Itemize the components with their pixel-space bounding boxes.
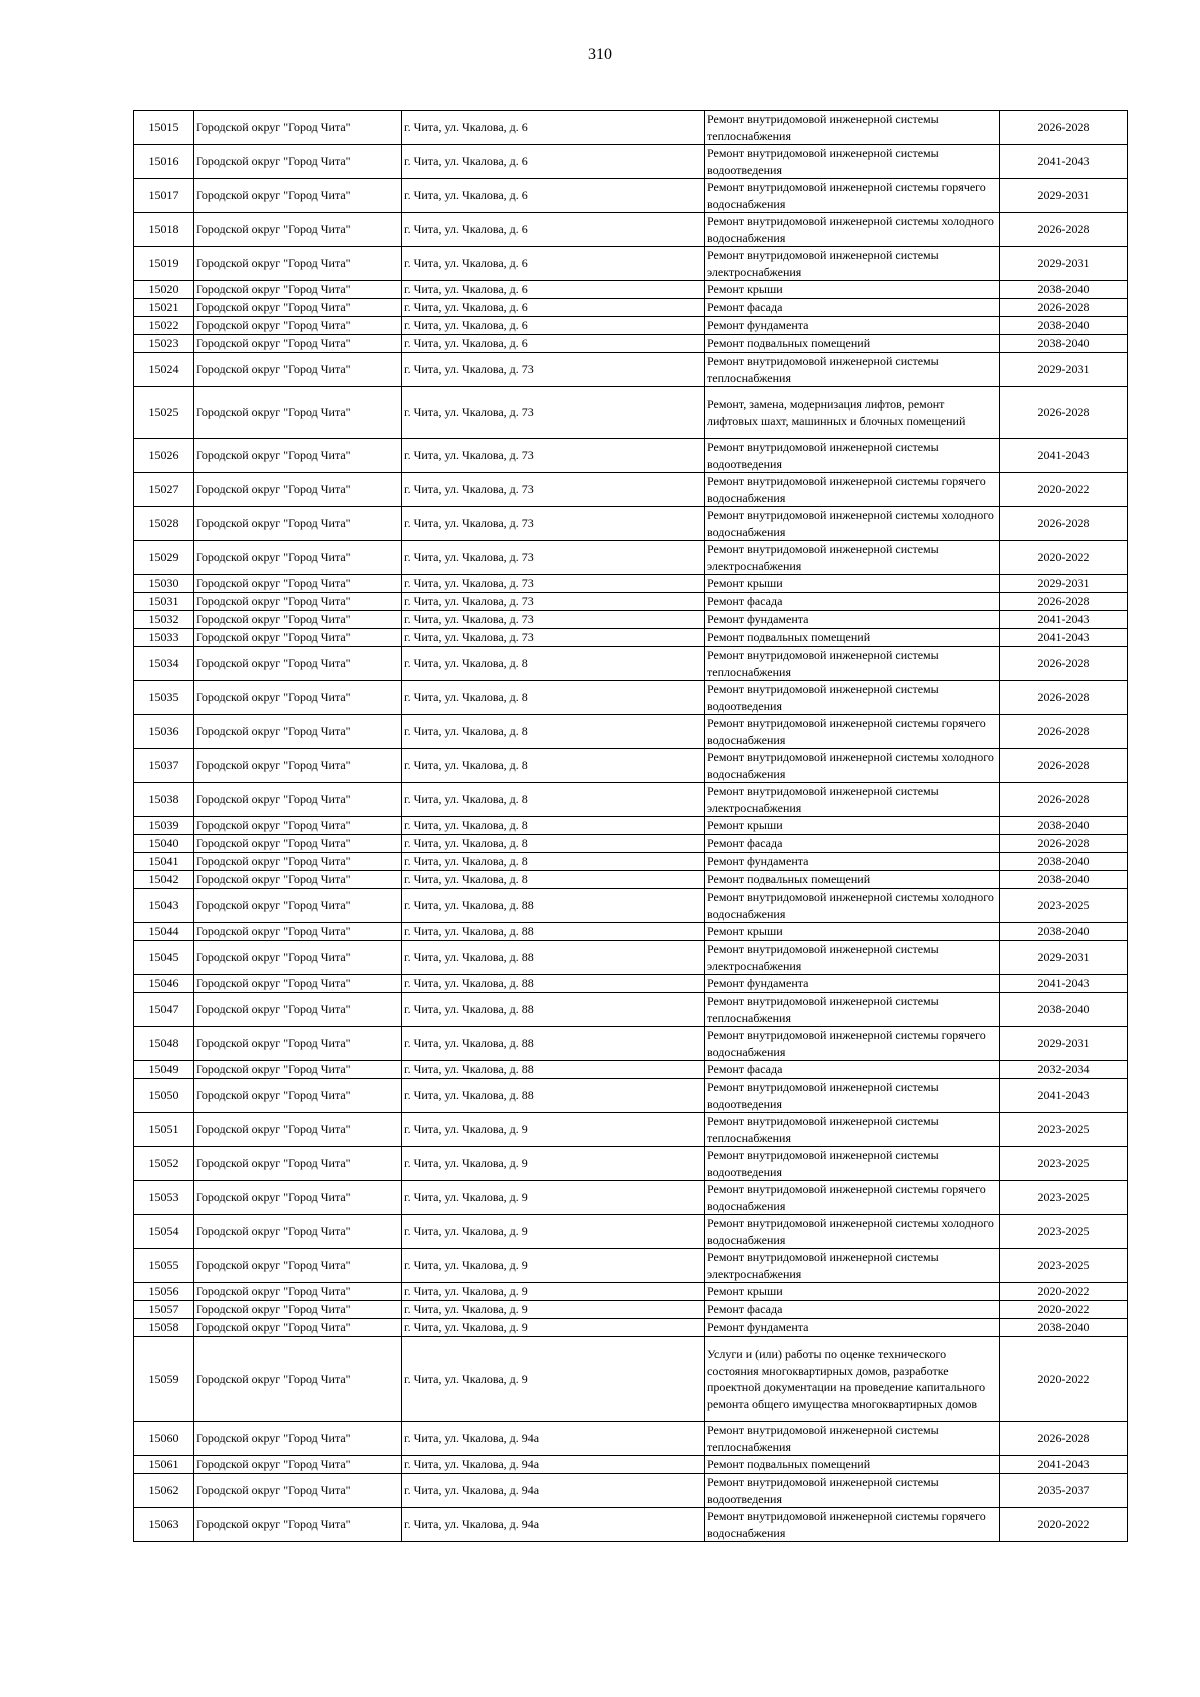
period-cell: 2029-2031 — [1000, 247, 1128, 281]
table-row — [134, 1319, 1128, 1337]
work-type-cell: Ремонт внутридомовой инженерной системы горячего водоснабжения — [705, 1027, 1000, 1061]
address-cell: г. Чита, ул. Чкалова, д. 9 — [402, 1249, 705, 1283]
table-row — [134, 923, 1128, 941]
table-row — [134, 749, 1128, 783]
address-cell: г. Чита, ул. Чкалова, д. 6 — [402, 317, 705, 335]
row-number-cell: 15028 — [134, 507, 194, 541]
table-row — [134, 353, 1128, 387]
work-type-cell: Ремонт внутридомовой инженерной системы водоотведения — [705, 1474, 1000, 1508]
work-type-cell: Ремонт внутридомовой инженерной системы холодного водоснабжения — [705, 507, 1000, 541]
municipality-cell: Городской округ "Город Чита" — [194, 541, 402, 575]
work-type-cell: Ремонт крыши — [705, 281, 1000, 299]
period-cell: 2041-2043 — [1000, 145, 1128, 179]
table-row — [134, 213, 1128, 247]
work-type-cell: Ремонт фасада — [705, 835, 1000, 853]
period-cell: 2026-2028 — [1000, 835, 1128, 853]
period-cell: 2038-2040 — [1000, 1319, 1128, 1337]
address-cell: г. Чита, ул. Чкалова, д. 6 — [402, 299, 705, 317]
row-number-cell: 15059 — [134, 1337, 194, 1422]
municipality-cell: Городской округ "Город Чита" — [194, 1113, 402, 1147]
period-cell: 2026-2028 — [1000, 213, 1128, 247]
work-type-cell: Ремонт подвальных помещений — [705, 871, 1000, 889]
work-type-cell: Ремонт фундамента — [705, 853, 1000, 871]
address-cell: г. Чита, ул. Чкалова, д. 8 — [402, 647, 705, 681]
work-type-cell: Ремонт внутридомовой инженерной системы холодного водоснабжения — [705, 889, 1000, 923]
period-cell: 2020-2022 — [1000, 1301, 1128, 1319]
period-cell: 2026-2028 — [1000, 715, 1128, 749]
row-number-cell: 15034 — [134, 647, 194, 681]
table-row — [134, 715, 1128, 749]
municipality-cell: Городской округ "Город Чита" — [194, 1422, 402, 1456]
work-type-cell: Ремонт внутридомовой инженерной системы горячего водоснабжения — [705, 1508, 1000, 1542]
row-number-cell: 15035 — [134, 681, 194, 715]
address-cell: г. Чита, ул. Чкалова, д. 88 — [402, 1061, 705, 1079]
work-type-cell: Ремонт внутридомовой инженерной системы электроснабжения — [705, 1249, 1000, 1283]
row-number-cell: 15017 — [134, 179, 194, 213]
municipality-cell: Городской округ "Город Чита" — [194, 1249, 402, 1283]
address-cell: г. Чита, ул. Чкалова, д. 73 — [402, 439, 705, 473]
municipality-cell: Городской округ "Город Чита" — [194, 1215, 402, 1249]
address-cell: г. Чита, ул. Чкалова, д. 9 — [402, 1181, 705, 1215]
table-row — [134, 1215, 1128, 1249]
table-row — [134, 681, 1128, 715]
address-cell: г. Чита, ул. Чкалова, д. 8 — [402, 871, 705, 889]
period-cell: 2035-2037 — [1000, 1474, 1128, 1508]
period-cell: 2029-2031 — [1000, 353, 1128, 387]
address-cell: г. Чита, ул. Чкалова, д. 73 — [402, 541, 705, 575]
row-number-cell: 15023 — [134, 335, 194, 353]
municipality-cell: Городской округ "Город Чита" — [194, 1456, 402, 1474]
municipality-cell: Городской округ "Город Чита" — [194, 749, 402, 783]
address-cell: г. Чита, ул. Чкалова, д. 73 — [402, 473, 705, 507]
address-cell: г. Чита, ул. Чкалова, д. 6 — [402, 335, 705, 353]
row-number-cell: 15061 — [134, 1456, 194, 1474]
table-row — [134, 541, 1128, 575]
work-type-cell: Ремонт внутридомовой инженерной системы горячего водоснабжения — [705, 1181, 1000, 1215]
work-type-cell: Ремонт внутридомовой инженерной системы теплоснабжения — [705, 647, 1000, 681]
municipality-cell: Городской округ "Город Чита" — [194, 1319, 402, 1337]
table-row — [134, 1027, 1128, 1061]
work-type-cell: Ремонт внутридомовой инженерной системы холодного водоснабжения — [705, 1215, 1000, 1249]
row-number-cell: 15057 — [134, 1301, 194, 1319]
row-number-cell: 15045 — [134, 941, 194, 975]
period-cell: 2032-2034 — [1000, 1061, 1128, 1079]
row-number-cell: 15048 — [134, 1027, 194, 1061]
table-row — [134, 145, 1128, 179]
table-row — [134, 853, 1128, 871]
table-row — [134, 179, 1128, 213]
address-cell: г. Чита, ул. Чкалова, д. 88 — [402, 1027, 705, 1061]
municipality-cell: Городской округ "Город Чита" — [194, 629, 402, 647]
municipality-cell: Городской округ "Город Чита" — [194, 1301, 402, 1319]
table-row — [134, 1508, 1128, 1542]
municipality-cell: Городской округ "Город Чита" — [194, 335, 402, 353]
municipality-cell: Городской округ "Город Чита" — [194, 111, 402, 145]
address-cell: г. Чита, ул. Чкалова, д. 6 — [402, 213, 705, 247]
table-row — [134, 439, 1128, 473]
address-cell: г. Чита, ул. Чкалова, д. 73 — [402, 507, 705, 541]
table-row — [134, 1061, 1128, 1079]
row-number-cell: 15019 — [134, 247, 194, 281]
address-cell: г. Чита, ул. Чкалова, д. 94а — [402, 1474, 705, 1508]
table-row — [134, 299, 1128, 317]
address-cell: г. Чита, ул. Чкалова, д. 9 — [402, 1215, 705, 1249]
address-cell: г. Чита, ул. Чкалова, д. 8 — [402, 853, 705, 871]
row-number-cell: 15056 — [134, 1283, 194, 1301]
work-type-cell: Ремонт, замена, модернизация лифтов, ремонт лифтовых шахт, машинных и блочных помещений — [705, 387, 1000, 439]
address-cell: г. Чита, ул. Чкалова, д. 8 — [402, 783, 705, 817]
work-type-cell: Ремонт внутридомовой инженерной системы теплоснабжения — [705, 1113, 1000, 1147]
work-type-cell: Ремонт внутридомовой инженерной системы горячего водоснабжения — [705, 179, 1000, 213]
row-number-cell: 15055 — [134, 1249, 194, 1283]
row-number-cell: 15060 — [134, 1422, 194, 1456]
work-type-cell: Ремонт внутридомовой инженерной системы холодного водоснабжения — [705, 213, 1000, 247]
row-number-cell: 15022 — [134, 317, 194, 335]
municipality-cell: Городской округ "Город Чита" — [194, 1283, 402, 1301]
address-cell: г. Чита, ул. Чкалова, д. 88 — [402, 975, 705, 993]
work-type-cell: Ремонт внутридомовой инженерной системы холодного водоснабжения — [705, 749, 1000, 783]
municipality-cell: Городской округ "Город Чита" — [194, 1079, 402, 1113]
period-cell: 2038-2040 — [1000, 317, 1128, 335]
row-number-cell: 15030 — [134, 575, 194, 593]
table-row — [134, 975, 1128, 993]
table-row — [134, 111, 1128, 145]
municipality-cell: Городской округ "Город Чита" — [194, 1027, 402, 1061]
period-cell: 2026-2028 — [1000, 507, 1128, 541]
work-type-cell: Ремонт внутридомовой инженерной системы электроснабжения — [705, 783, 1000, 817]
municipality-cell: Городской округ "Город Чита" — [194, 871, 402, 889]
period-cell: 2038-2040 — [1000, 281, 1128, 299]
municipality-cell: Городской округ "Город Чита" — [194, 923, 402, 941]
address-cell: г. Чита, ул. Чкалова, д. 8 — [402, 749, 705, 783]
period-cell: 2023-2025 — [1000, 1147, 1128, 1181]
period-cell: 2023-2025 — [1000, 1249, 1128, 1283]
address-cell: г. Чита, ул. Чкалова, д. 9 — [402, 1337, 705, 1422]
row-number-cell: 15043 — [134, 889, 194, 923]
period-cell: 2041-2043 — [1000, 1456, 1128, 1474]
address-cell: г. Чита, ул. Чкалова, д. 9 — [402, 1113, 705, 1147]
municipality-cell: Городской округ "Город Чита" — [194, 853, 402, 871]
period-cell: 2041-2043 — [1000, 1079, 1128, 1113]
period-cell: 2026-2028 — [1000, 749, 1128, 783]
work-type-cell: Ремонт фасада — [705, 593, 1000, 611]
period-cell: 2026-2028 — [1000, 783, 1128, 817]
row-number-cell: 15052 — [134, 1147, 194, 1181]
municipality-cell: Городской округ "Город Чита" — [194, 611, 402, 629]
work-type-cell: Ремонт внутридомовой инженерной системы водоотведения — [705, 439, 1000, 473]
row-number-cell: 15036 — [134, 715, 194, 749]
table-row — [134, 889, 1128, 923]
municipality-cell: Городской округ "Город Чита" — [194, 317, 402, 335]
address-cell: г. Чита, ул. Чкалова, д. 8 — [402, 715, 705, 749]
table-row — [134, 993, 1128, 1027]
table-row — [134, 1422, 1128, 1456]
row-number-cell: 15041 — [134, 853, 194, 871]
work-type-cell: Ремонт внутридомовой инженерной системы водоотведения — [705, 145, 1000, 179]
municipality-cell: Городской округ "Город Чита" — [194, 593, 402, 611]
table-row — [134, 281, 1128, 299]
address-cell: г. Чита, ул. Чкалова, д. 8 — [402, 817, 705, 835]
work-type-cell: Ремонт внутридомовой инженерной системы водоотведения — [705, 1079, 1000, 1113]
table-row — [134, 1474, 1128, 1508]
period-cell: 2029-2031 — [1000, 179, 1128, 213]
address-cell: г. Чита, ул. Чкалова, д. 6 — [402, 145, 705, 179]
row-number-cell: 15037 — [134, 749, 194, 783]
work-type-cell: Ремонт фундамента — [705, 975, 1000, 993]
row-number-cell: 15054 — [134, 1215, 194, 1249]
work-type-cell: Ремонт внутридомовой инженерной системы электроснабжения — [705, 541, 1000, 575]
period-cell: 2020-2022 — [1000, 1508, 1128, 1542]
municipality-cell: Городской округ "Город Чита" — [194, 681, 402, 715]
municipality-cell: Городской округ "Город Чита" — [194, 1508, 402, 1542]
row-number-cell: 15021 — [134, 299, 194, 317]
table-row — [134, 335, 1128, 353]
period-cell: 2029-2031 — [1000, 941, 1128, 975]
municipality-cell: Городской округ "Город Чита" — [194, 817, 402, 835]
table-row — [134, 629, 1128, 647]
work-type-cell: Ремонт крыши — [705, 923, 1000, 941]
period-cell: 2026-2028 — [1000, 593, 1128, 611]
work-type-cell: Услуги и (или) работы по оценке технического состояния многоквартирных домов, разработке проектной документации на проведение капитального ремонта общего имущества многоквартирных домов — [705, 1337, 1000, 1422]
row-number-cell: 15026 — [134, 439, 194, 473]
table-row — [134, 473, 1128, 507]
period-cell: 2029-2031 — [1000, 1027, 1128, 1061]
row-number-cell: 15029 — [134, 541, 194, 575]
period-cell: 2020-2022 — [1000, 1337, 1128, 1422]
table-row — [134, 247, 1128, 281]
municipality-cell: Городской округ "Город Чита" — [194, 179, 402, 213]
address-cell: г. Чита, ул. Чкалова, д. 6 — [402, 281, 705, 299]
address-cell: г. Чита, ул. Чкалова, д. 73 — [402, 611, 705, 629]
table-row — [134, 593, 1128, 611]
work-type-cell: Ремонт фундамента — [705, 317, 1000, 335]
table-row — [134, 1249, 1128, 1283]
period-cell: 2020-2022 — [1000, 473, 1128, 507]
municipality-cell: Городской округ "Город Чита" — [194, 575, 402, 593]
work-type-cell: Ремонт внутридомовой инженерной системы электроснабжения — [705, 247, 1000, 281]
period-cell: 2020-2022 — [1000, 1283, 1128, 1301]
address-cell: г. Чита, ул. Чкалова, д. 88 — [402, 993, 705, 1027]
table-row — [134, 1079, 1128, 1113]
work-type-cell: Ремонт крыши — [705, 575, 1000, 593]
municipality-cell: Городской округ "Город Чита" — [194, 1061, 402, 1079]
table-row — [134, 1181, 1128, 1215]
row-number-cell: 15039 — [134, 817, 194, 835]
work-type-cell: Ремонт фасада — [705, 1301, 1000, 1319]
work-type-cell: Ремонт фундамента — [705, 1319, 1000, 1337]
row-number-cell: 15027 — [134, 473, 194, 507]
period-cell: 2026-2028 — [1000, 647, 1128, 681]
municipality-cell: Городской округ "Город Чита" — [194, 145, 402, 179]
municipality-cell: Городской округ "Город Чита" — [194, 1181, 402, 1215]
table-row — [134, 575, 1128, 593]
work-type-cell: Ремонт фасада — [705, 299, 1000, 317]
table-row — [134, 1337, 1128, 1422]
municipality-cell: Городской округ "Город Чита" — [194, 715, 402, 749]
period-cell: 2038-2040 — [1000, 993, 1128, 1027]
municipality-cell: Городской округ "Город Чита" — [194, 281, 402, 299]
municipality-cell: Городской округ "Город Чита" — [194, 507, 402, 541]
municipality-cell: Городской округ "Город Чита" — [194, 353, 402, 387]
work-type-cell: Ремонт крыши — [705, 817, 1000, 835]
address-cell: г. Чита, ул. Чкалова, д. 73 — [402, 629, 705, 647]
row-number-cell: 15063 — [134, 1508, 194, 1542]
row-number-cell: 15051 — [134, 1113, 194, 1147]
work-type-cell: Ремонт внутридомовой инженерной системы теплоснабжения — [705, 1422, 1000, 1456]
table-body — [134, 111, 1128, 1542]
table-row — [134, 1147, 1128, 1181]
period-cell: 2026-2028 — [1000, 1422, 1128, 1456]
row-number-cell: 15040 — [134, 835, 194, 853]
period-cell: 2023-2025 — [1000, 1215, 1128, 1249]
period-cell: 2038-2040 — [1000, 335, 1128, 353]
row-number-cell: 15044 — [134, 923, 194, 941]
row-number-cell: 15038 — [134, 783, 194, 817]
address-cell: г. Чита, ул. Чкалова, д. 9 — [402, 1283, 705, 1301]
table-row — [134, 871, 1128, 889]
work-type-cell: Ремонт фасада — [705, 1061, 1000, 1079]
work-type-cell: Ремонт внутридомовой инженерной системы горячего водоснабжения — [705, 715, 1000, 749]
table-row — [134, 817, 1128, 835]
table-row — [134, 835, 1128, 853]
table-row — [134, 507, 1128, 541]
work-type-cell: Ремонт внутридомовой инженерной системы теплоснабжения — [705, 353, 1000, 387]
period-cell: 2023-2025 — [1000, 1113, 1128, 1147]
table-row — [134, 941, 1128, 975]
address-cell: г. Чита, ул. Чкалова, д. 6 — [402, 111, 705, 145]
row-number-cell: 15020 — [134, 281, 194, 299]
work-type-cell: Ремонт внутридомовой инженерной системы водоотведения — [705, 1147, 1000, 1181]
address-cell: г. Чита, ул. Чкалова, д. 88 — [402, 1079, 705, 1113]
address-cell: г. Чита, ул. Чкалова, д. 9 — [402, 1147, 705, 1181]
row-number-cell: 15015 — [134, 111, 194, 145]
municipality-cell: Городской округ "Город Чита" — [194, 213, 402, 247]
municipality-cell: Городской округ "Город Чита" — [194, 247, 402, 281]
row-number-cell: 15032 — [134, 611, 194, 629]
address-cell: г. Чита, ул. Чкалова, д. 73 — [402, 353, 705, 387]
row-number-cell: 15033 — [134, 629, 194, 647]
municipality-cell: Городской округ "Город Чита" — [194, 1147, 402, 1181]
page-number: 310 — [588, 46, 612, 63]
address-cell: г. Чита, ул. Чкалова, д. 88 — [402, 923, 705, 941]
address-cell: г. Чита, ул. Чкалова, д. 6 — [402, 247, 705, 281]
municipality-cell: Городской округ "Город Чита" — [194, 835, 402, 853]
work-type-cell: Ремонт подвальных помещений — [705, 1456, 1000, 1474]
municipality-cell: Городской округ "Город Чита" — [194, 439, 402, 473]
address-cell: г. Чита, ул. Чкалова, д. 94а — [402, 1508, 705, 1542]
address-cell: г. Чита, ул. Чкалова, д. 6 — [402, 179, 705, 213]
municipality-cell: Городской округ "Город Чита" — [194, 647, 402, 681]
work-type-cell: Ремонт внутридомовой инженерной системы водоотведения — [705, 681, 1000, 715]
work-type-cell: Ремонт подвальных помещений — [705, 335, 1000, 353]
municipality-cell: Городской округ "Город Чита" — [194, 473, 402, 507]
period-cell: 2038-2040 — [1000, 871, 1128, 889]
work-type-cell: Ремонт внутридомовой инженерной системы горячего водоснабжения — [705, 473, 1000, 507]
table-row — [134, 647, 1128, 681]
row-number-cell: 15018 — [134, 213, 194, 247]
row-number-cell: 15058 — [134, 1319, 194, 1337]
period-cell: 2041-2043 — [1000, 611, 1128, 629]
period-cell: 2038-2040 — [1000, 923, 1128, 941]
period-cell: 2026-2028 — [1000, 681, 1128, 715]
period-cell: 2023-2025 — [1000, 889, 1128, 923]
municipality-cell: Городской округ "Город Чита" — [194, 1337, 402, 1422]
period-cell: 2038-2040 — [1000, 853, 1128, 871]
row-number-cell: 15050 — [134, 1079, 194, 1113]
work-type-cell: Ремонт фундамента — [705, 611, 1000, 629]
row-number-cell: 15025 — [134, 387, 194, 439]
address-cell: г. Чита, ул. Чкалова, д. 8 — [402, 681, 705, 715]
address-cell: г. Чита, ул. Чкалова, д. 88 — [402, 889, 705, 923]
address-cell: г. Чита, ул. Чкалова, д. 73 — [402, 575, 705, 593]
address-cell: г. Чита, ул. Чкалова, д. 9 — [402, 1319, 705, 1337]
address-cell: г. Чита, ул. Чкалова, д. 73 — [402, 387, 705, 439]
row-number-cell: 15031 — [134, 593, 194, 611]
municipality-cell: Городской округ "Город Чита" — [194, 889, 402, 923]
work-type-cell: Ремонт подвальных помещений — [705, 629, 1000, 647]
address-cell: г. Чита, ул. Чкалова, д. 9 — [402, 1301, 705, 1319]
row-number-cell: 15046 — [134, 975, 194, 993]
address-cell: г. Чита, ул. Чкалова, д. 88 — [402, 941, 705, 975]
table-row — [134, 1301, 1128, 1319]
address-cell: г. Чита, ул. Чкалова, д. 94а — [402, 1422, 705, 1456]
municipality-cell: Городской округ "Город Чита" — [194, 993, 402, 1027]
municipality-cell: Городской округ "Город Чита" — [194, 387, 402, 439]
table-row — [134, 387, 1128, 439]
period-cell: 2029-2031 — [1000, 575, 1128, 593]
row-number-cell: 15042 — [134, 871, 194, 889]
work-type-cell: Ремонт внутридомовой инженерной системы теплоснабжения — [705, 993, 1000, 1027]
capital-repair-table — [133, 110, 1128, 1542]
municipality-cell: Городской округ "Город Чита" — [194, 783, 402, 817]
period-cell: 2020-2022 — [1000, 541, 1128, 575]
period-cell: 2038-2040 — [1000, 817, 1128, 835]
period-cell: 2041-2043 — [1000, 975, 1128, 993]
row-number-cell: 15049 — [134, 1061, 194, 1079]
address-cell: г. Чита, ул. Чкалова, д. 73 — [402, 593, 705, 611]
table-row — [134, 783, 1128, 817]
work-type-cell: Ремонт внутридомовой инженерной системы теплоснабжения — [705, 111, 1000, 145]
period-cell: 2026-2028 — [1000, 387, 1128, 439]
row-number-cell: 15016 — [134, 145, 194, 179]
work-type-cell: Ремонт внутридомовой инженерной системы электроснабжения — [705, 941, 1000, 975]
municipality-cell: Городской округ "Город Чита" — [194, 941, 402, 975]
work-type-cell: Ремонт крыши — [705, 1283, 1000, 1301]
period-cell: 2026-2028 — [1000, 111, 1128, 145]
municipality-cell: Городской округ "Город Чита" — [194, 1474, 402, 1508]
row-number-cell: 15053 — [134, 1181, 194, 1215]
period-cell: 2041-2043 — [1000, 629, 1128, 647]
table-row — [134, 611, 1128, 629]
municipality-cell: Городской округ "Город Чита" — [194, 975, 402, 993]
row-number-cell: 15047 — [134, 993, 194, 1027]
period-cell: 2026-2028 — [1000, 299, 1128, 317]
municipality-cell: Городской округ "Город Чита" — [194, 299, 402, 317]
address-cell: г. Чита, ул. Чкалова, д. 94а — [402, 1456, 705, 1474]
table-row — [134, 317, 1128, 335]
table-row — [134, 1456, 1128, 1474]
row-number-cell: 15024 — [134, 353, 194, 387]
table-row — [134, 1113, 1128, 1147]
address-cell: г. Чита, ул. Чкалова, д. 8 — [402, 835, 705, 853]
table-row — [134, 1283, 1128, 1301]
row-number-cell: 15062 — [134, 1474, 194, 1508]
period-cell: 2041-2043 — [1000, 439, 1128, 473]
period-cell: 2023-2025 — [1000, 1181, 1128, 1215]
